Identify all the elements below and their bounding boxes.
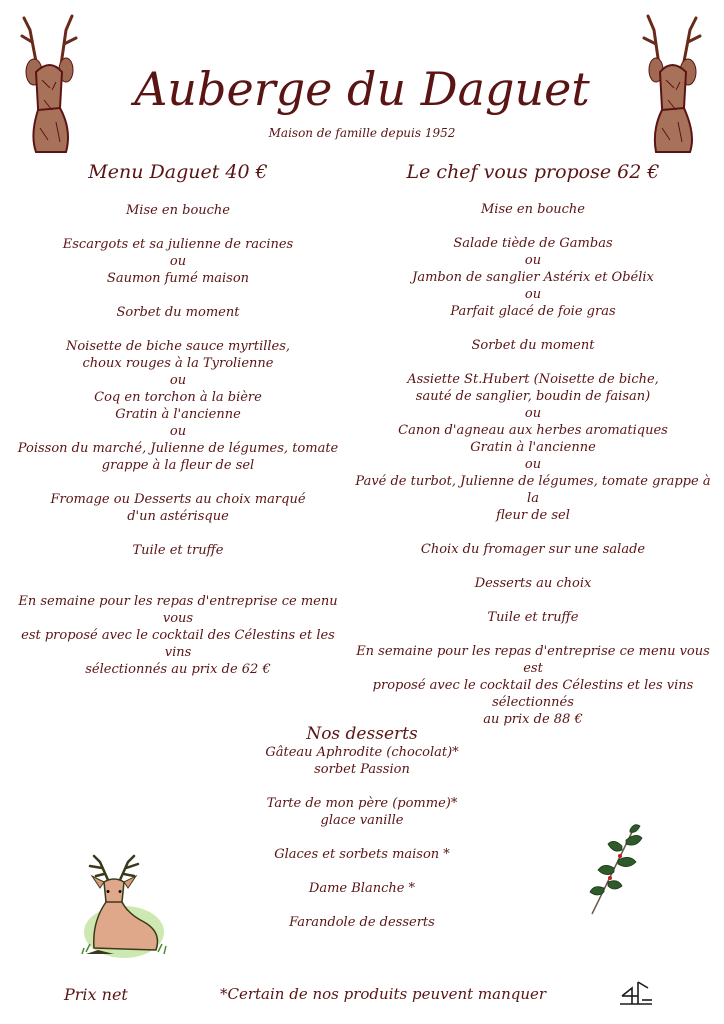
menu-item: Mise en bouche (125, 203, 231, 218)
dessert-item: Glaces et sorbets maison * (274, 847, 450, 862)
menu-note: au prix de 88 € (483, 712, 583, 727)
dessert-item: sorbet Passion (314, 762, 410, 777)
menu-separator: ou (169, 254, 187, 269)
menu-note: En semaine pour les repas d'entreprise ce menu vous est (356, 644, 710, 676)
menu-item: Escargots et sa julienne de racines (62, 237, 294, 252)
menu-item: Assiette St.Hubert (Noisette de biche, (407, 372, 659, 387)
menu-item: choux rouges à la Tyrolienne (82, 356, 274, 371)
menu-item: Parfait glacé de foie gras (450, 304, 616, 319)
menu-item: Mise en bouche (480, 202, 586, 217)
restaurant-subtitle: Maison de famille depuis 1952 (268, 126, 456, 140)
menu-daguet (16, 160, 340, 678)
menu-item: Desserts au choix (474, 576, 592, 591)
menu-separator: ou (169, 424, 187, 439)
menu-separator: ou (169, 373, 187, 388)
menu-item: Sorbet du moment (116, 305, 240, 320)
menu-separator: ou (524, 287, 542, 302)
prix-net-label: Prix net (64, 985, 128, 1004)
menu-item: Tuile et truffe (132, 543, 224, 558)
small-logo-icon (618, 978, 654, 1006)
menu-separator: ou (524, 457, 542, 472)
dessert-item: Gâteau Aphrodite (chocolat)* (265, 745, 459, 760)
menu-item: Pavé de turbot, Julienne de légumes, tomate grappe à la (355, 474, 711, 506)
menu-item: Gratin à l'ancienne (115, 407, 241, 422)
restaurant-title: Auberge du Daguet (134, 62, 590, 116)
menu-item: Choix du fromager sur une salade (420, 542, 646, 557)
menu-note: sélectionnés au prix de 62 € (85, 662, 271, 677)
dessert-item: glace vanille (320, 813, 404, 828)
menu-item: grappe à la fleur de sel (101, 458, 255, 473)
footnote: *Certain de nos produits peuvent manquer (220, 985, 547, 1003)
menu-item: Noisette de biche sauce myrtilles, (65, 339, 291, 354)
menu-chef (348, 160, 718, 728)
menu-item: Poisson du marché, Julienne de légumes, tomate (17, 441, 339, 456)
menu-daguet-heading: Menu Daguet 40 € (88, 161, 268, 183)
holly-icon (586, 820, 646, 920)
menu-chef-heading: Le chef vous propose 62 € (406, 161, 660, 183)
lying-deer-icon (78, 852, 170, 962)
menu-item: Saumon fumé maison (106, 271, 250, 286)
menu-note: En semaine pour les repas d'entreprise ce menu vous (18, 594, 338, 626)
menu-item: Gratin à l'ancienne (470, 440, 596, 455)
menu-note: est proposé avec le cocktail des Célestins et les vins (21, 628, 335, 660)
menu-item: Canon d'agneau aux herbes aromatiques (398, 423, 668, 438)
menu-item: Tuile et truffe (487, 610, 579, 625)
menu-item: fleur de sel (496, 508, 570, 523)
dessert-item: Farandole de desserts (289, 915, 435, 930)
menu-item: d'un astérisque (127, 509, 229, 524)
menu-item: Fromage ou Desserts au choix marqué (50, 492, 306, 507)
menu-item: Salade tiède de Gambas (453, 236, 613, 251)
menu-separator: ou (524, 253, 542, 268)
menu-item: Sorbet du moment (471, 338, 595, 353)
dessert-item: Tarte de mon père (pomme)* (266, 796, 458, 811)
dessert-item: Dame Blanche * (308, 881, 416, 896)
menu-item: Jambon de sanglier Astérix et Obélix (412, 270, 654, 285)
menu-item: sauté de sanglier, boudin de faisan) (415, 389, 651, 404)
menu-note: proposé avec le cocktail des Célestins et les vins sélectionnés (372, 678, 694, 710)
desserts-section (200, 724, 524, 931)
menu-separator: ou (524, 406, 542, 421)
desserts-heading: Nos desserts (306, 724, 418, 744)
menu-item: Coq en torchon à la bière (94, 390, 262, 405)
